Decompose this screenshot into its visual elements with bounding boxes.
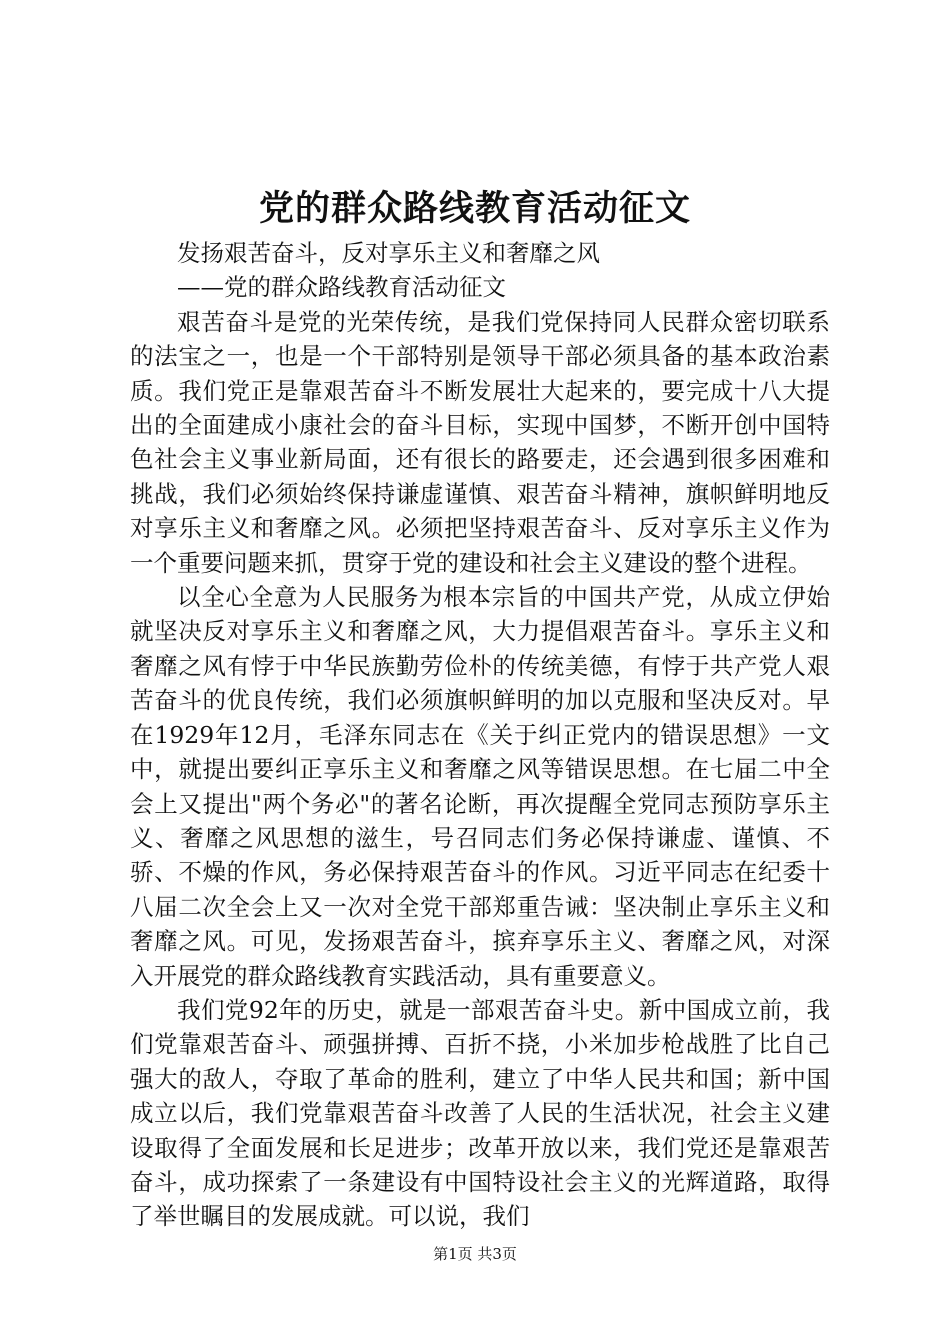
document-title: 党的群众路线教育活动征文 — [258, 188, 691, 229]
subtitle-line: ——党的群众路线教育活动征文 — [177, 273, 506, 302]
document-body — [130, 236, 830, 1234]
page-number-footer: 第1页 共3页 — [433, 1245, 517, 1263]
subtitle-line: 发扬艰苦奋斗，反对享乐主义和奢靡之风 — [177, 239, 600, 267]
body-paragraph: 我们党92年的历史，就是一部艰苦奋斗史。新中国成立前，我们党靠艰苦奋斗、顽强拼搏、百折不挠，小米加步枪战胜了比自己强大的敌人，夺取了革命的胜利，建立了中华人民共和国；新中国成立以后，我们党靠艰苦奋斗改善了人民的生活状况，社会主义建设取得了全面发展和长足进步；改革开放以来，我们党还是靠艰苦奋斗，成功探索了一条建设有中国特设社会主义的光辉道路，取得了举世瞩目的发展成就。可以说，我们 — [130, 995, 830, 1231]
body-paragraph: 以全心全意为人民服务为根本宗旨的中国共产党，从成立伊始就坚决反对享乐主义和奢靡之风，大力提倡艰苦奋斗。享乐主义和奢靡之风有悖于中华民族勤劳俭朴的传统美德，有悖于共产党人艰苦奋斗的优良传统，我们必须旗帜鲜明的加以克服和坚决反对。早在1929年12月，毛泽东同志在《关于纠正党内的错误思想》一文中，就提出要纠正享乐主义和奢靡之风等错误思想。在七届二中全会上又提出"两个务必"的著名论断，再次提醒全党同志预防享乐主义、奢靡之风思想的滋生，号召同志们务必保持谦虚、谨慎、不骄、不燥的作风，务必保持艰苦奋斗的作风。习近平同志在纪委十八届二次全会上又一次对全党干部郑重告诫：坚决制止享乐主义和奢靡之风。可见，发扬艰苦奋斗，摈弃享乐主义、奢靡之风，对深入开展党的群众路线教育实践活动，具有重要意义。 — [130, 583, 830, 990]
body-paragraph: 艰苦奋斗是党的光荣传统，是我们党保持同人民群众密切联系的法宝之一，也是一个干部特别是领导干部必须具备的基本政治素质。我们党正是靠艰苦奋斗不断发展壮大起来的，要完成十八大提出的全面建成小康社会的奋斗目标，实现中国梦，不断开创中国特色社会主义事业新局面，还有很长的路要走，还会遇到很多困难和挑战，我们必须始终保持谦虚谨慎、艰苦奋斗精神，旗帜鲜明地反对享乐主义和奢靡之风。必须把坚持艰苦奋斗、反对享乐主义作为一个重要问题来抓，贯穿于党的建设和社会主义建设的整个进程。 — [130, 307, 830, 577]
